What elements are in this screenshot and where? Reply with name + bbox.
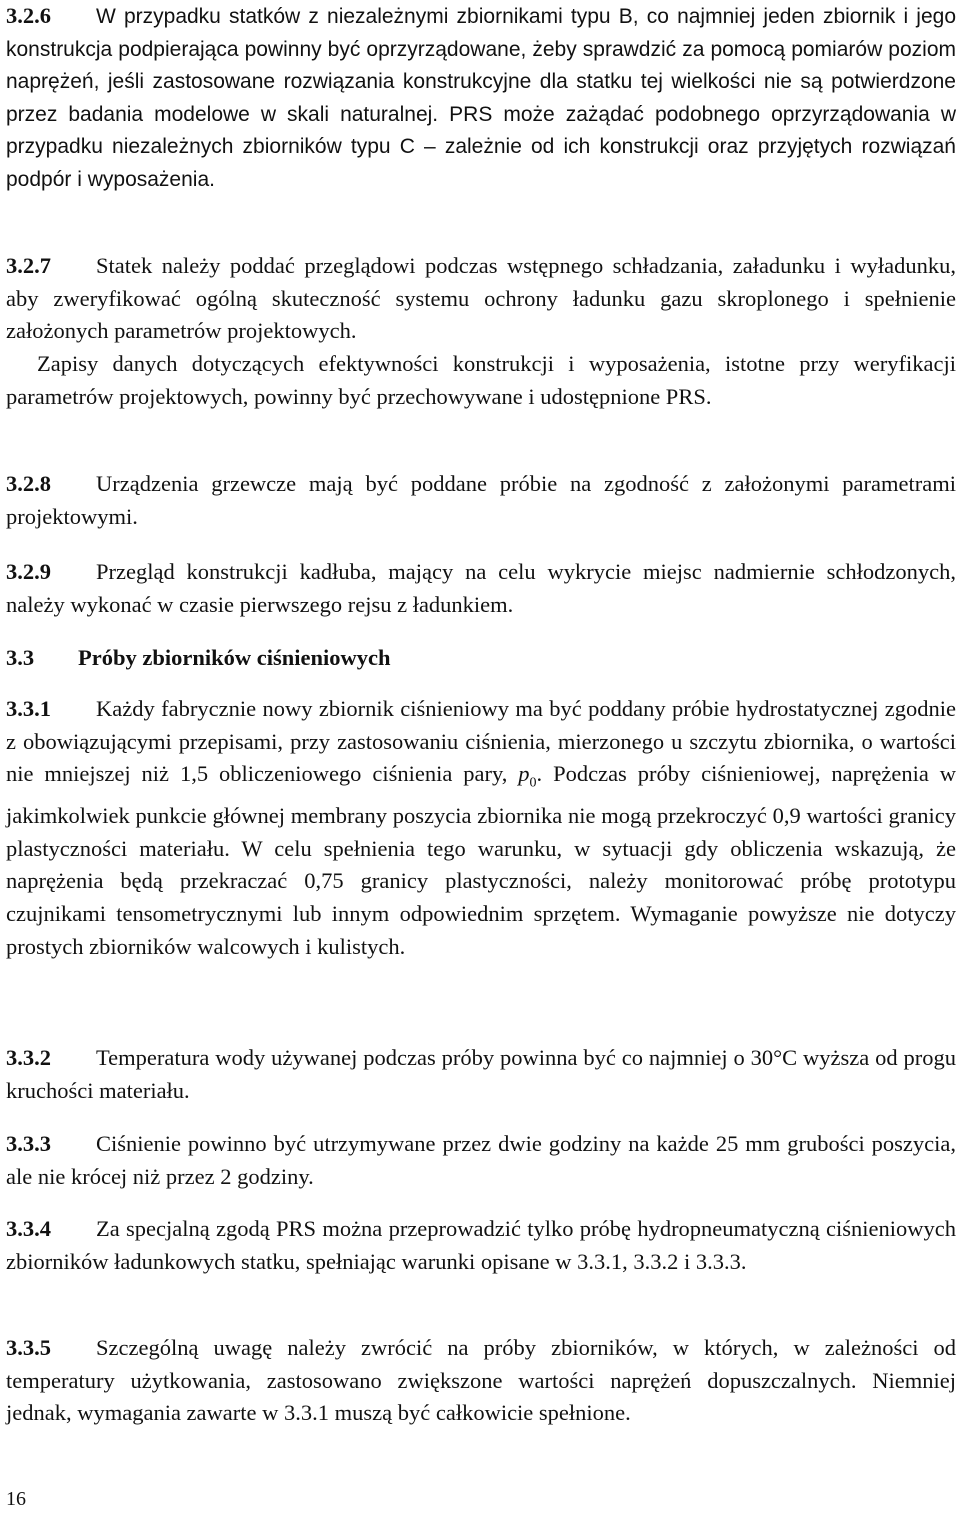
section-text-continued: . Podczas próby ciśnieniowej, naprężenia w jakimkolwiek punkcie głównej membrany poszycia zbiornika nie mogą przekroczyć 0,9 wartości granicy plastyczności materiału. W celu spełnienia tego warunku, w sytuacji gdy obliczenia wskazują, że naprężenia będą przekraczać 0,75 granicy plastyczności, należy monitorować próbę prototypu czujnikami tensometrycznymi lub innym odpowiednim sprzętem. Wymaganie powyższe nie dotyczy prostych zbiorników walcowych i kulistych. — [6, 761, 956, 959]
section-text: Szczególną uwagę należy zwrócić na próby zbiorników, w których, w zależności od temperatury użytkowania, zastosowano zwiększone wartości naprężeń dopuszczalnych. Niemniej jednak, wymagania zawarte w 3.3.1 muszą być całkowicie spełnione. — [6, 1335, 956, 1426]
page-number: 16 — [6, 1488, 26, 1510]
section-3-2-7-paragraph-2 — [6, 348, 956, 413]
section-number: 3.3.3 — [6, 1131, 51, 1156]
section-number: 3.2.6 — [6, 3, 51, 28]
section-3-3-4 — [6, 1213, 956, 1278]
heading-number: 3.3 — [6, 645, 35, 670]
section-number: 3.2.9 — [6, 559, 51, 584]
section-text: Ciśnienie powinno być utrzymywane przez dwie godziny na każde 25 mm grubości poszycia, ale nie krócej niż przez 2 godziny. — [6, 1131, 956, 1189]
heading-title: Próby zbiorników ciśnieniowych — [78, 645, 391, 670]
section-3-3-5 — [6, 1332, 956, 1430]
section-text: Przegląd konstrukcji kadłuba, mający na celu wykrycie miejsc nadmiernie schłodzonych, należy wykonać w czasie pierwszego rejsu z ładunkiem. — [6, 559, 956, 617]
pressure-subscript: 0 — [529, 775, 537, 791]
section-3-2-8 — [6, 468, 956, 533]
section-text: Zapisy danych dotyczących efektywności konstrukcji i wyposażenia, istotne przy weryfikacji parametrów projektowych, powinny być przechowywane i udostępnione PRS. — [6, 351, 956, 409]
section-number: 3.3.1 — [6, 696, 51, 721]
section-text: Temperatura wody używanej podczas próby powinna być co najmniej o 30°C wyższa od progu kruchości materiału. — [6, 1045, 956, 1103]
section-number: 3.3.5 — [6, 1335, 51, 1360]
section-text: W przypadku statków z niezależnymi zbiornikami typu B, co najmniej jeden zbiornik i jego konstrukcja podpierająca powinny być oprzyrządowane, żeby sprawdzić za pomocą pomiarów poziom naprężeń, jeśli zastosowane rozwiązania konstrukcyjne dla statku tej wielkości nie są potwierdzone przez badania modelowe w skali naturalnej. PRS może zażądać podobnego oprzyrządowania w przypadku niezależnych zbiorników typu C – zależnie od ich konstrukcji oraz przyjętych rozwiązań podpór i wyposażenia. — [6, 5, 956, 191]
section-3-3-3 — [6, 1128, 956, 1193]
section-number: 3.3.4 — [6, 1216, 51, 1241]
section-number: 3.2.7 — [6, 253, 51, 278]
section-3-3-2 — [6, 1042, 956, 1107]
section-3-2-6 — [6, 0, 956, 197]
pressure-symbol: p — [518, 761, 530, 787]
section-text: Urządzenia grzewcze mają być poddane próbie na zgodność z założonymi parametrami projektowymi. — [6, 471, 956, 529]
section-3-3-1 — [6, 693, 956, 963]
section-text: Statek należy poddać przeglądowi podczas wstępnego schładzania, załadunku i wyładunku, aby zweryfikować ogólną skuteczność systemu ochrony ładunku gazu skroplonego i spełnienie założonych parametrów projektowych. — [6, 253, 956, 344]
section-number: 3.3.2 — [6, 1045, 51, 1070]
section-number: 3.2.8 — [6, 471, 51, 496]
section-3-2-7 — [6, 250, 956, 348]
section-text: Każdy fabrycznie nowy zbiornik ciśnieniowy ma być poddany próbie hydrostatycznej zgodnie z obowiązującymi przepisami, przy zastosowaniu ciśnienia, mierzonego u szczytu zbiornika, o wartości nie mniejszej niż 1,5 obliczeniowego ciśnienia pary, — [6, 696, 956, 787]
section-3-2-9 — [6, 556, 956, 621]
heading-3-3 — [6, 642, 956, 675]
section-text: Za specjalną zgodą PRS można przeprowadzić tylko próbę hydropneumatyczną ciśnieniowych zbiorników ładunkowych statku, spełniając warunki opisane w 3.3.1, 3.3.2 i 3.3.3. — [6, 1216, 956, 1274]
